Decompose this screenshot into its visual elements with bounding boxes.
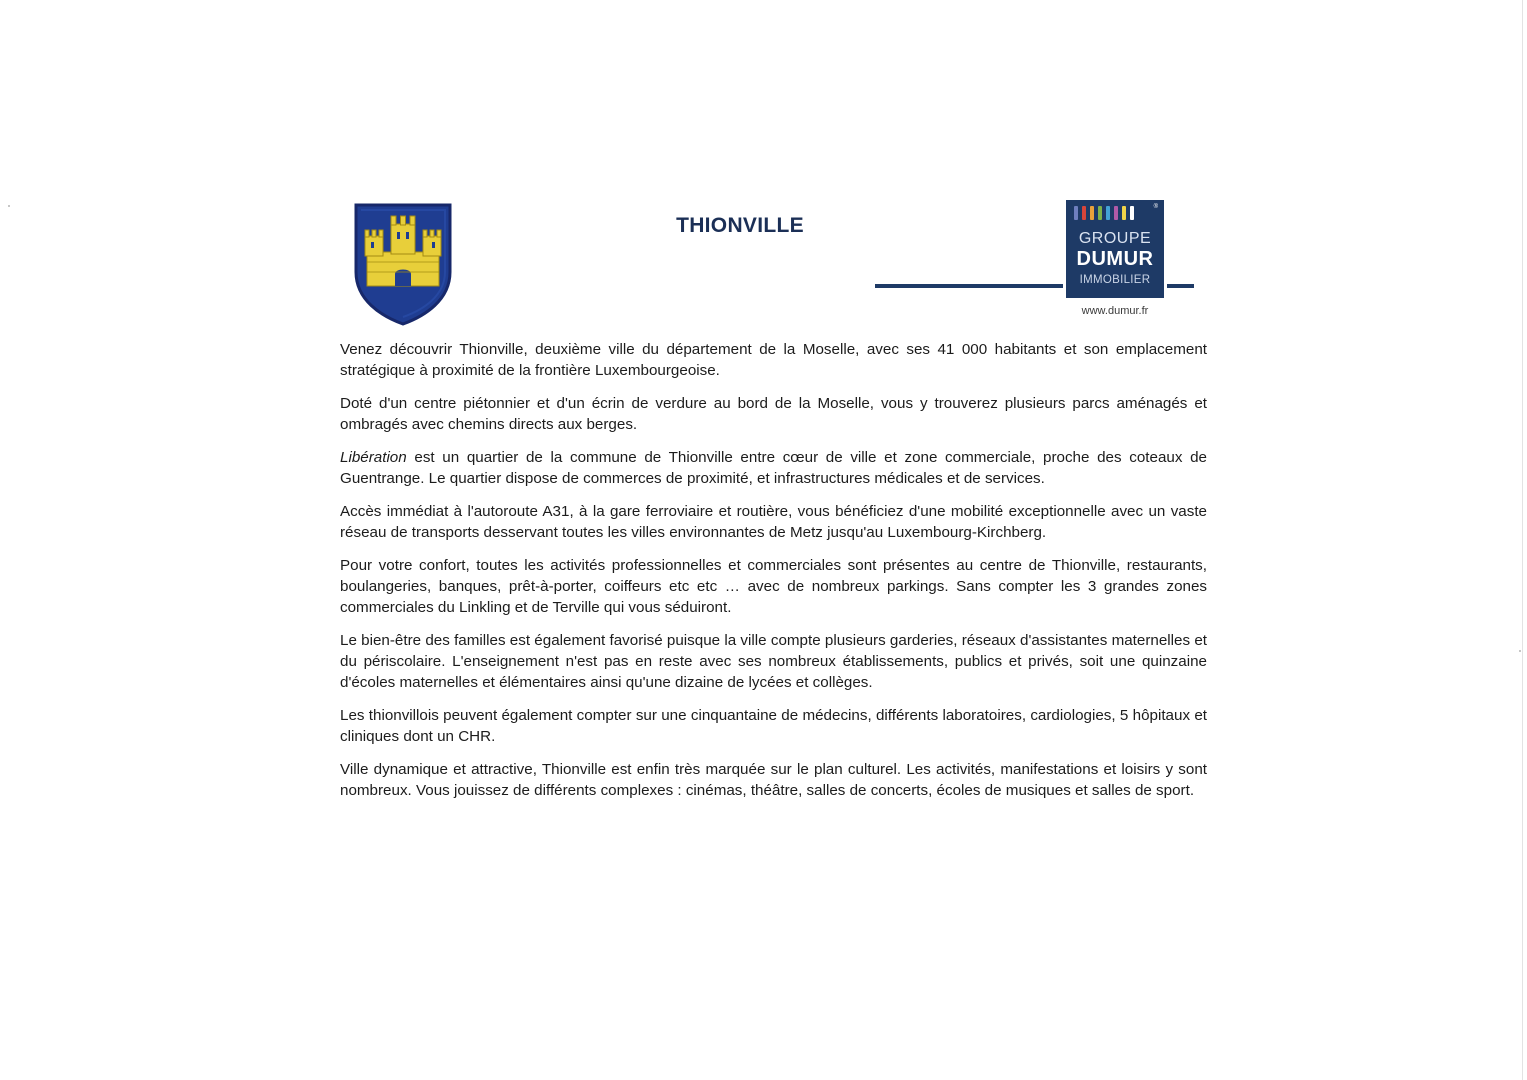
paragraph-intro: Venez découvrir Thionville, deuxième ville du département de la Moselle, avec ses 41 000 habitants et son emplacement stratégique à proximité de la frontière Luxembourgeoise. [340, 341, 1207, 379]
logo-rule-right [1167, 284, 1194, 288]
page-title: THIONVILLE [676, 214, 804, 237]
logo-bar [1090, 206, 1094, 220]
paragraph-families: Le bien-être des familles est également favorisé puisque la ville compte plusieurs garderies, réseaux d'assistantes maternelles et du périscolaire. L'enseignement n'est pas en reste avec ses nombreux établissements, publics et privés, soit une quinzaine d'écoles maternelles et élémentaires ainsi qu'une dizaine de lycées et collèges. [340, 632, 1207, 691]
paragraph-liberation [340, 447, 1207, 489]
logo-bar [1114, 206, 1118, 220]
coat-of-arms-icon [353, 202, 453, 326]
logo-bar [1082, 206, 1086, 220]
logo-rule-left [875, 284, 1063, 288]
paragraph-green-spaces: Doté d'un centre piétonnier et d'un écrin de verdure au bord de la Moselle, vous y trouverez plusieurs parcs aménagés et ombragés avec chemins directs aux berges. [340, 395, 1207, 433]
logo-bar [1130, 206, 1134, 220]
logo-bar [1122, 206, 1126, 220]
website-url: www.dumur.fr [1081, 305, 1149, 317]
logo-groupe-text: GROUPE [1078, 230, 1152, 247]
paragraph-health: Les thionvillois peuvent également compter sur une cinquantaine de médecins, différents laboratoires, cardiologies, 5 hôpitaux et cliniques dont un CHR. [340, 707, 1207, 745]
logo-bar [1106, 206, 1110, 220]
logo-dumur-text: DUMUR [1076, 248, 1154, 270]
logo-registered-mark: ® [1153, 204, 1158, 210]
paragraph-liberation-text: est un quartier de la commune de Thionville entre cœur de ville et zone commerciale, proche des coteaux de Guentrange. Le quartier dispose de commerces de proximité, et infrastructures médicales et de services. [340, 449, 1207, 487]
scan-edge [1522, 0, 1523, 1080]
groupe-dumur-logo [1066, 200, 1164, 298]
logo-bar [1074, 206, 1078, 220]
logo-immobilier-text: IMMOBILIER [1079, 274, 1151, 286]
paragraph-culture: Ville dynamique et attractive, Thionville est enfin très marquée sur le plan culturel. Les activités, manifestations et loisirs y sont nombreux. Vous jouissez de différents complexes : cinémas, théâtre, salles de concerts, écoles de musiques et salles de sport. [340, 761, 1207, 799]
scan-speck [8, 205, 10, 207]
logo-color-bars [1074, 206, 1134, 220]
liberation-emphasis: Libération [340, 449, 407, 466]
paragraph-transport: Accès immédiat à l'autoroute A31, à la gare ferroviaire et routière, vous bénéficiez d'une mobilité exceptionnelle avec un vaste réseau de transports desservant toutes les villes environnantes de Metz jusqu'au Luxembourg-Kirchberg. [340, 503, 1207, 541]
logo-bar [1098, 206, 1102, 220]
scan-speck [1519, 650, 1521, 652]
paragraph-commerce: Pour votre confort, toutes les activités professionnelles et commerciales sont présentes au centre de Thionville, restaurants, boulangeries, banques, prêt-à-porter, coiffeurs etc etc … avec de nombreux parkings. Sans compter les 3 grandes zones commerciales du Linkling et de Terville qui vous séduiront. [340, 557, 1207, 616]
document-body [340, 339, 1207, 813]
